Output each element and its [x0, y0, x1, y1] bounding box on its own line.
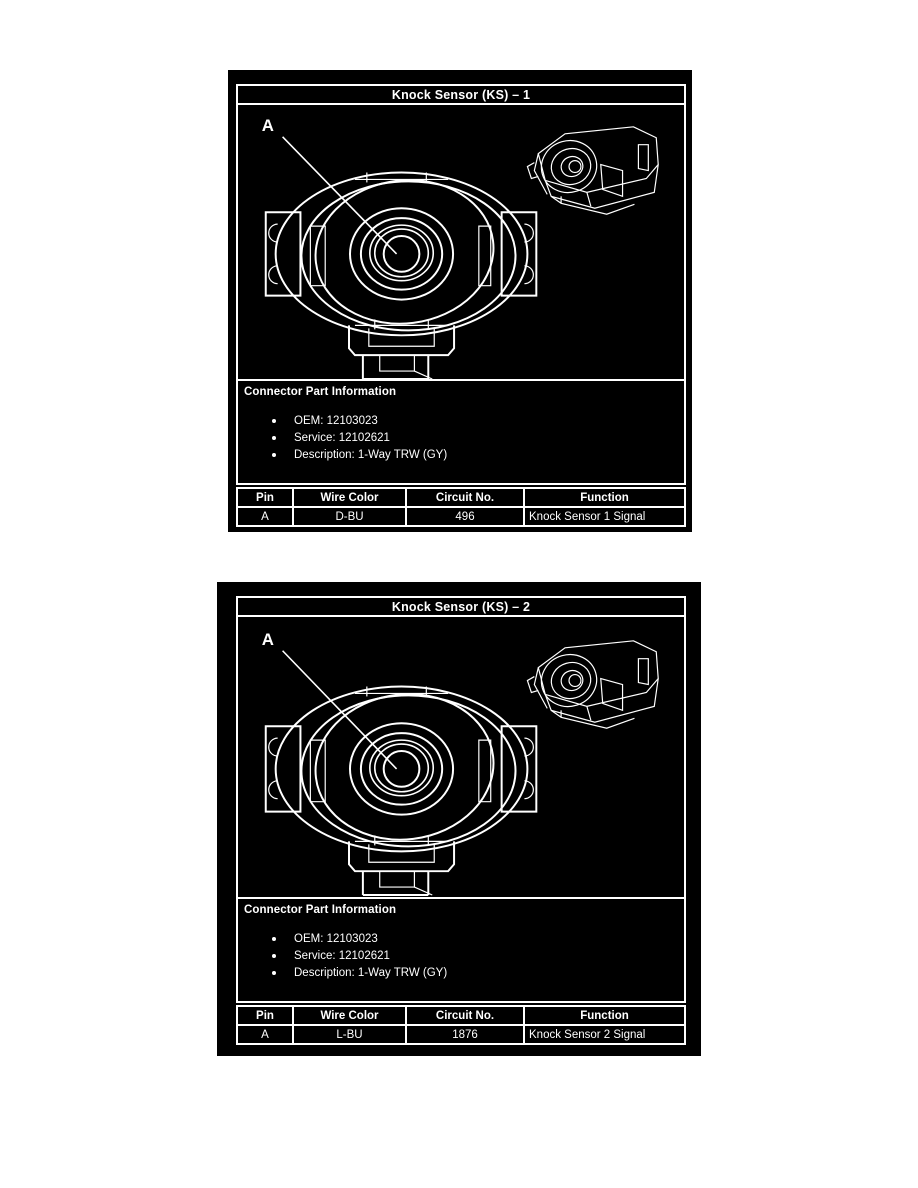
cpi-list-item: [272, 413, 684, 430]
cell-wire: L-BU: [294, 1026, 405, 1043]
cpi-list-item: [272, 948, 684, 965]
knock-sensor-diagram-svg: [238, 105, 684, 379]
pin-table: [236, 487, 686, 527]
bullet-icon: [272, 419, 276, 423]
cell-pin: A: [238, 508, 292, 525]
table-row: [238, 508, 684, 525]
cpi-item-text: Service: 12102621: [294, 950, 390, 962]
column-header-circuit: Circuit No.: [407, 1007, 523, 1024]
table-header-row: [238, 1007, 684, 1024]
cell-function: Knock Sensor 1 Signal: [525, 508, 684, 525]
cell-function: Knock Sensor 2 Signal: [525, 1026, 684, 1043]
panel-content: [236, 596, 686, 1044]
cell-pin: A: [238, 1026, 292, 1043]
cell-wire: D-BU: [294, 508, 405, 525]
cpi-list-item: [272, 447, 684, 464]
cpi-list-item: [272, 430, 684, 447]
cpi-item-text: Description: 1-Way TRW (GY): [294, 449, 448, 461]
cpi-heading: Connector Part Information: [244, 904, 397, 916]
table-header-row: [238, 489, 684, 506]
bullet-icon: [272, 954, 276, 958]
bullet-icon: [272, 937, 276, 941]
cpi-list-item: [272, 931, 684, 948]
knock-sensor-2-panel: [217, 582, 701, 1056]
knock-sensor-1-panel: [228, 70, 692, 532]
cell-circuit: 1876: [407, 1026, 523, 1043]
panel-title: Knock Sensor (KS) – 1: [236, 84, 686, 105]
panel-title: Knock Sensor (KS) – 2: [236, 596, 686, 617]
bullet-icon: [272, 971, 276, 975]
isometric-inset-view: [527, 641, 658, 728]
cell-circuit: 496: [407, 508, 523, 525]
bullet-icon: [272, 453, 276, 457]
cpi-item-text: Description: 1-Way TRW (GY): [294, 967, 448, 979]
cpi-list: [244, 920, 684, 982]
isometric-inset-view: [527, 127, 658, 214]
callout-label-a: A: [261, 115, 274, 135]
column-header-wire: Wire Color: [294, 1007, 405, 1024]
cpi-item-text: OEM: 12103023: [294, 415, 378, 427]
cpi-list: [244, 402, 684, 464]
table-row: [238, 1026, 684, 1043]
column-header-function: Function: [525, 489, 684, 506]
column-header-pin: Pin: [238, 489, 292, 506]
connector-illustration: [236, 105, 686, 381]
knock-sensor-diagram-svg: [238, 617, 684, 897]
connector-part-information: [236, 381, 686, 485]
connector-illustration: [236, 617, 686, 899]
callout-label-a: A: [261, 629, 274, 649]
bullet-icon: [272, 436, 276, 440]
connector-part-information: [236, 899, 686, 1003]
column-header-pin: Pin: [238, 1007, 292, 1024]
panel-content: [236, 84, 686, 523]
pin-table: [236, 1005, 686, 1045]
cpi-item-text: OEM: 12103023: [294, 933, 378, 945]
cpi-list-item: [272, 965, 684, 982]
column-header-wire: Wire Color: [294, 489, 405, 506]
column-header-circuit: Circuit No.: [407, 489, 523, 506]
column-header-function: Function: [525, 1007, 684, 1024]
cpi-item-text: Service: 12102621: [294, 432, 390, 444]
cpi-heading: Connector Part Information: [244, 386, 397, 398]
